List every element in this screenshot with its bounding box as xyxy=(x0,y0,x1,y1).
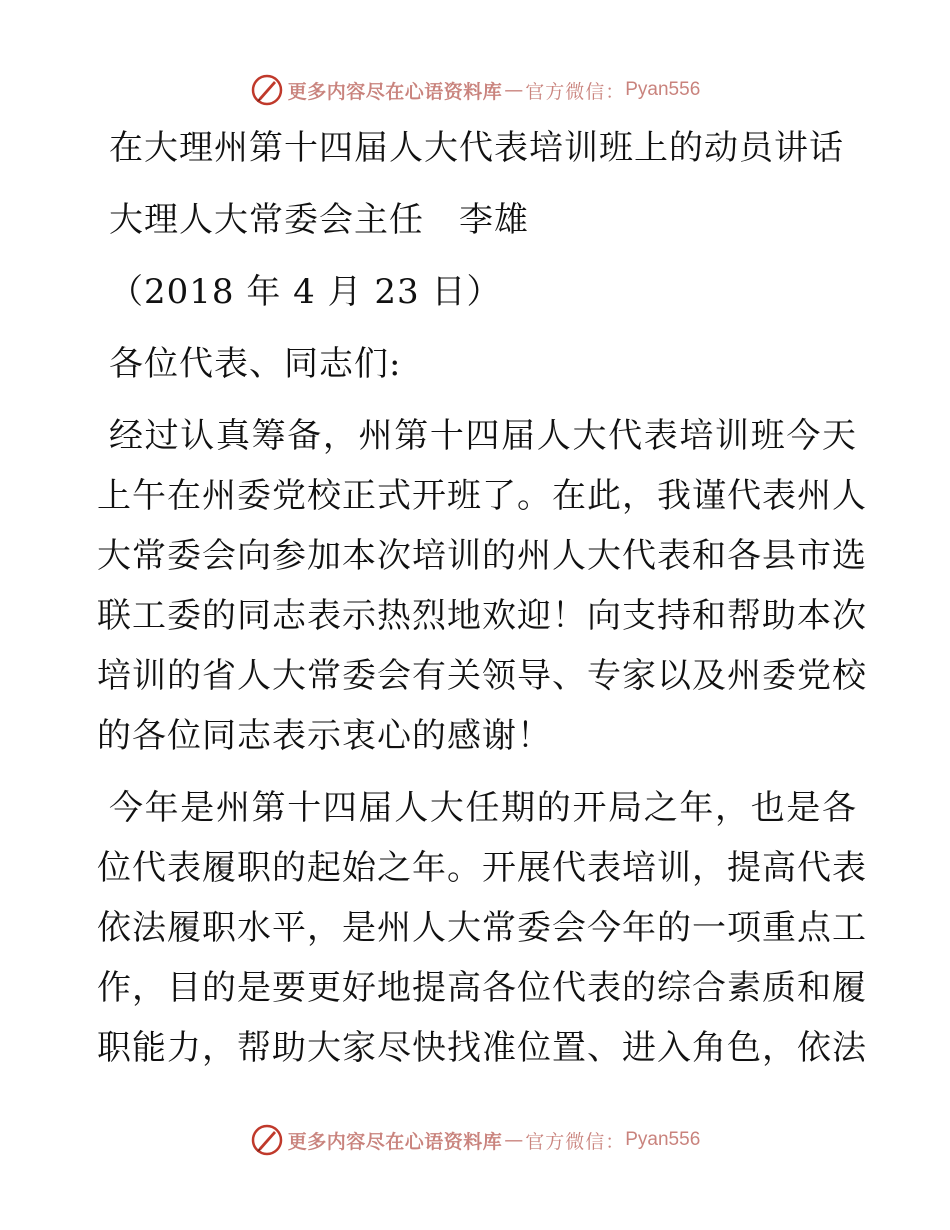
paragraph-line: 职能力，帮助大家尽快找准位置、进入角色，依法 xyxy=(97,1028,867,1068)
paragraph-line: 作，目的是要更好地提高各位代表的综合素质和履 xyxy=(97,968,867,1008)
footer-banner xyxy=(0,1120,950,1160)
paragraph-line: 培训的省人大常委会有关领导、专家以及州委党校 xyxy=(97,656,867,696)
banner-site-text: 更多内容尽在心语资料库 xyxy=(287,80,503,103)
banner-site-text: 更多内容尽在心语资料库 xyxy=(287,1130,503,1153)
banner-wechat-id: Pyan556 xyxy=(625,1129,701,1150)
paragraph-line: 大常委会向参加本次培训的州人大代表和各县市选 xyxy=(97,536,867,576)
paragraph-1 xyxy=(97,406,867,766)
quill-pen-logo-icon xyxy=(250,1123,284,1157)
paragraph-line: 联工委的同志表示热烈地欢迎！向支持和帮助本次 xyxy=(97,596,867,636)
document-author: 大理人大常委会主任 李雄 xyxy=(109,200,529,240)
quill-pen-logo-icon xyxy=(250,73,284,107)
banner-dash: — xyxy=(504,79,524,101)
paragraph-line: 位代表履职的起始之年。开展代表培训，提高代表 xyxy=(97,848,867,888)
banner-wechat-label: 官方微信： xyxy=(525,1130,626,1153)
paragraph-2 xyxy=(97,778,867,1078)
banner-dash: — xyxy=(504,1129,524,1151)
document-body xyxy=(97,118,867,1078)
paragraph-line: 依法履职水平，是州人大常委会今年的一项重点工 xyxy=(97,908,867,948)
banner-wechat-label: 官方微信： xyxy=(525,80,626,103)
document-title: 在大理州第十四届人大代表培训班上的动员讲话 xyxy=(109,128,844,168)
banner-wechat-id: Pyan556 xyxy=(625,79,701,100)
document-date: （2018 年 4 月 23 日） xyxy=(109,272,502,312)
paragraph-line: 上午在州委党校正式开班了。在此，我谨代表州人 xyxy=(97,476,867,516)
paragraph-line: 的各位同志表示衷心的感谢！ xyxy=(97,716,552,756)
header-banner xyxy=(0,70,950,110)
document-greeting: 各位代表、同志们: xyxy=(109,344,402,384)
paragraph-line: 经过认真筹备，州第十四届人大代表培训班今天 xyxy=(109,416,857,456)
paragraph-line: 今年是州第十四届人大任期的开局之年，也是各 xyxy=(109,788,857,828)
